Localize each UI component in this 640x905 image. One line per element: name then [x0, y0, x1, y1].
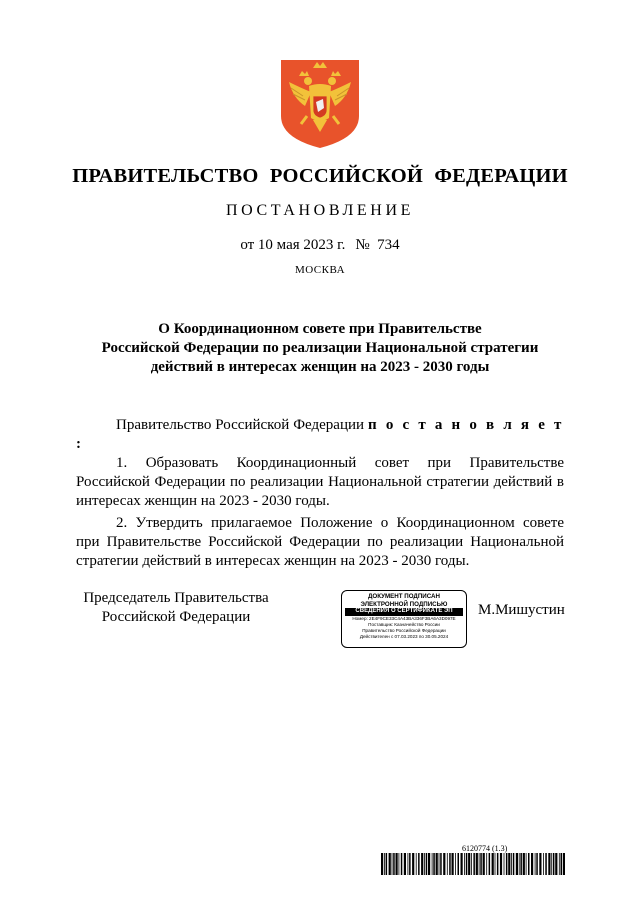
- document-subject: [70, 320, 570, 377]
- government-title: ПРАВИТЕЛЬСТВО РОССИЙСКОЙ ФЕДЕРАЦИИ: [72, 165, 568, 187]
- decree-item-2: 2. Утвердить прилагаемое Положение о Координационном совете при Правительстве Российской Федерации по реализации Национальной стратегии действий в интересах женщин на 2023 - 2030 годы.: [76, 515, 564, 569]
- document-body: [76, 416, 564, 571]
- signer-name: М.Мишустин: [478, 602, 565, 618]
- decree-intro: [76, 416, 564, 454]
- document-city: МОСКВА: [294, 264, 346, 276]
- document-type: ПОСТАНОВЛЕНИЕ: [226, 202, 414, 219]
- subject-line: Российской Федерации по реализации Национальной стратегии: [101, 340, 539, 356]
- stamp-serial: Номер: 2E4F9CE33C4A43BA336F3BA6A3D097E: [352, 615, 456, 621]
- stamp-issuer: Поставщик: Казначейство России: [368, 621, 440, 627]
- subject-line: О Координационном совете при Правительстве: [158, 321, 482, 337]
- coat-of-arms-icon: [279, 58, 361, 150]
- document-date-line: [0, 237, 640, 254]
- decree-item-1: 1. Образовать Координационный совет при Правительстве Российской Федерации по реализации Национальной стратегии действий в интересах женщин на 2023 - 2030 годы.: [76, 455, 564, 509]
- chair-title-line: Российской Федерации: [101, 609, 251, 625]
- inventory-number: 6120774 (1.3): [462, 844, 508, 853]
- barcode-icon: [381, 853, 565, 875]
- stamp-owner: Правительство Российской Федерации: [362, 627, 446, 633]
- stamp-line: ЭЛЕКТРОННОЙ ПОДПИСЬЮ: [360, 600, 448, 608]
- document-date: от 10 мая 2023 г.: [240, 237, 346, 253]
- subject-line: действий в интересах женщин на 2023 - 2030 годы: [150, 359, 490, 375]
- decree-word: п о с т а н о в л я е т :: [76, 417, 564, 452]
- stamp-certificate-bar: СВЕДЕНИЯ О СЕРТИФИКАТЕ ЭП: [345, 608, 463, 616]
- stamp-validity: Действителен с 07.03.2023 по 30.05.2024: [359, 634, 449, 640]
- stamp-line: ДОКУМЕНТ ПОДПИСАН: [368, 593, 440, 600]
- decree-subject: Правительство Российской Федерации: [116, 417, 365, 433]
- chair-title-line: Председатель Правительства: [83, 590, 269, 606]
- electronic-signature-stamp: [341, 590, 467, 648]
- number-label: №: [355, 237, 370, 253]
- chair-title: [76, 589, 276, 627]
- document-number: 734: [377, 237, 400, 253]
